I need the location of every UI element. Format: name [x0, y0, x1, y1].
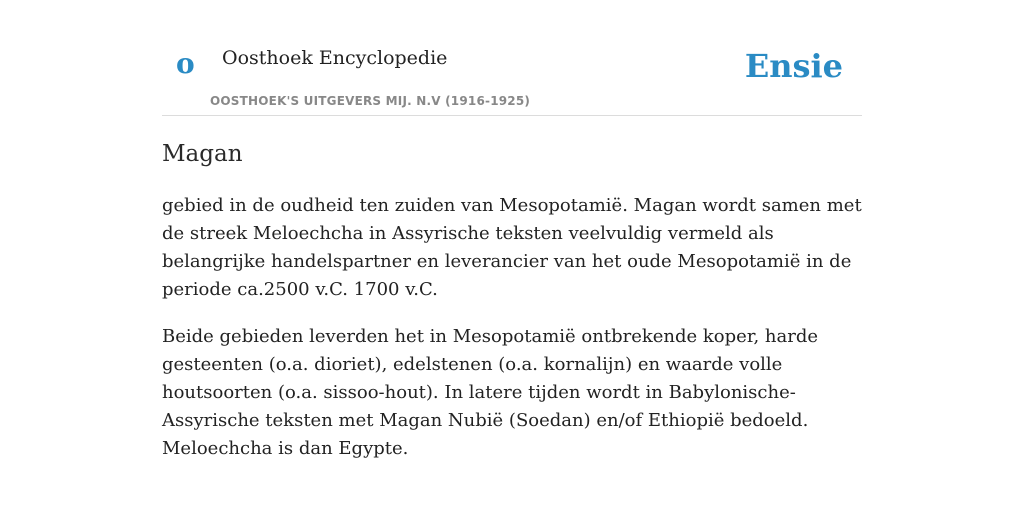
page-container: [162, 0, 862, 459]
encyclopedia-title[interactable]: Oosthoek Encyclopedie: [222, 47, 448, 69]
article-paragraph: Beide gebieden leverden het in Mesopotamië ontbrekende koper, harde gesteenten (o.a. dioriet), edelstenen (o.a. kornalijn) en waarde volle houtsoorten (o.a. sissoo-hout). In latere tijden wordt in Babylonische-Assyrische teksten met Magan Nubië (Soedan) en/of Ethiopië bedoeld. Meloechcha is dan Egypte.: [162, 326, 818, 459]
article-title: Magan: [162, 141, 243, 167]
encyclopedia-header: [162, 0, 862, 116]
publisher-subtitle: OOSTHOEK'S UITGEVERS MIJ. N.V (1916-1925): [210, 94, 531, 108]
article-paragraph: gebied in de oudheid ten zuiden van Mesopotamië. Magan wordt samen met de streek Meloechcha in Assyrische teksten veelvuldig vermeld als belangrijke handelspartner en leverancier van het oude Mesopotamië in de periode ca.2500 v.C. 1700 v.C.: [162, 195, 862, 300]
encyclopedia-logo-icon[interactable]: o: [176, 47, 195, 80]
ensie-brand-link[interactable]: Ensie: [744, 47, 843, 85]
article-body: [162, 192, 862, 482]
